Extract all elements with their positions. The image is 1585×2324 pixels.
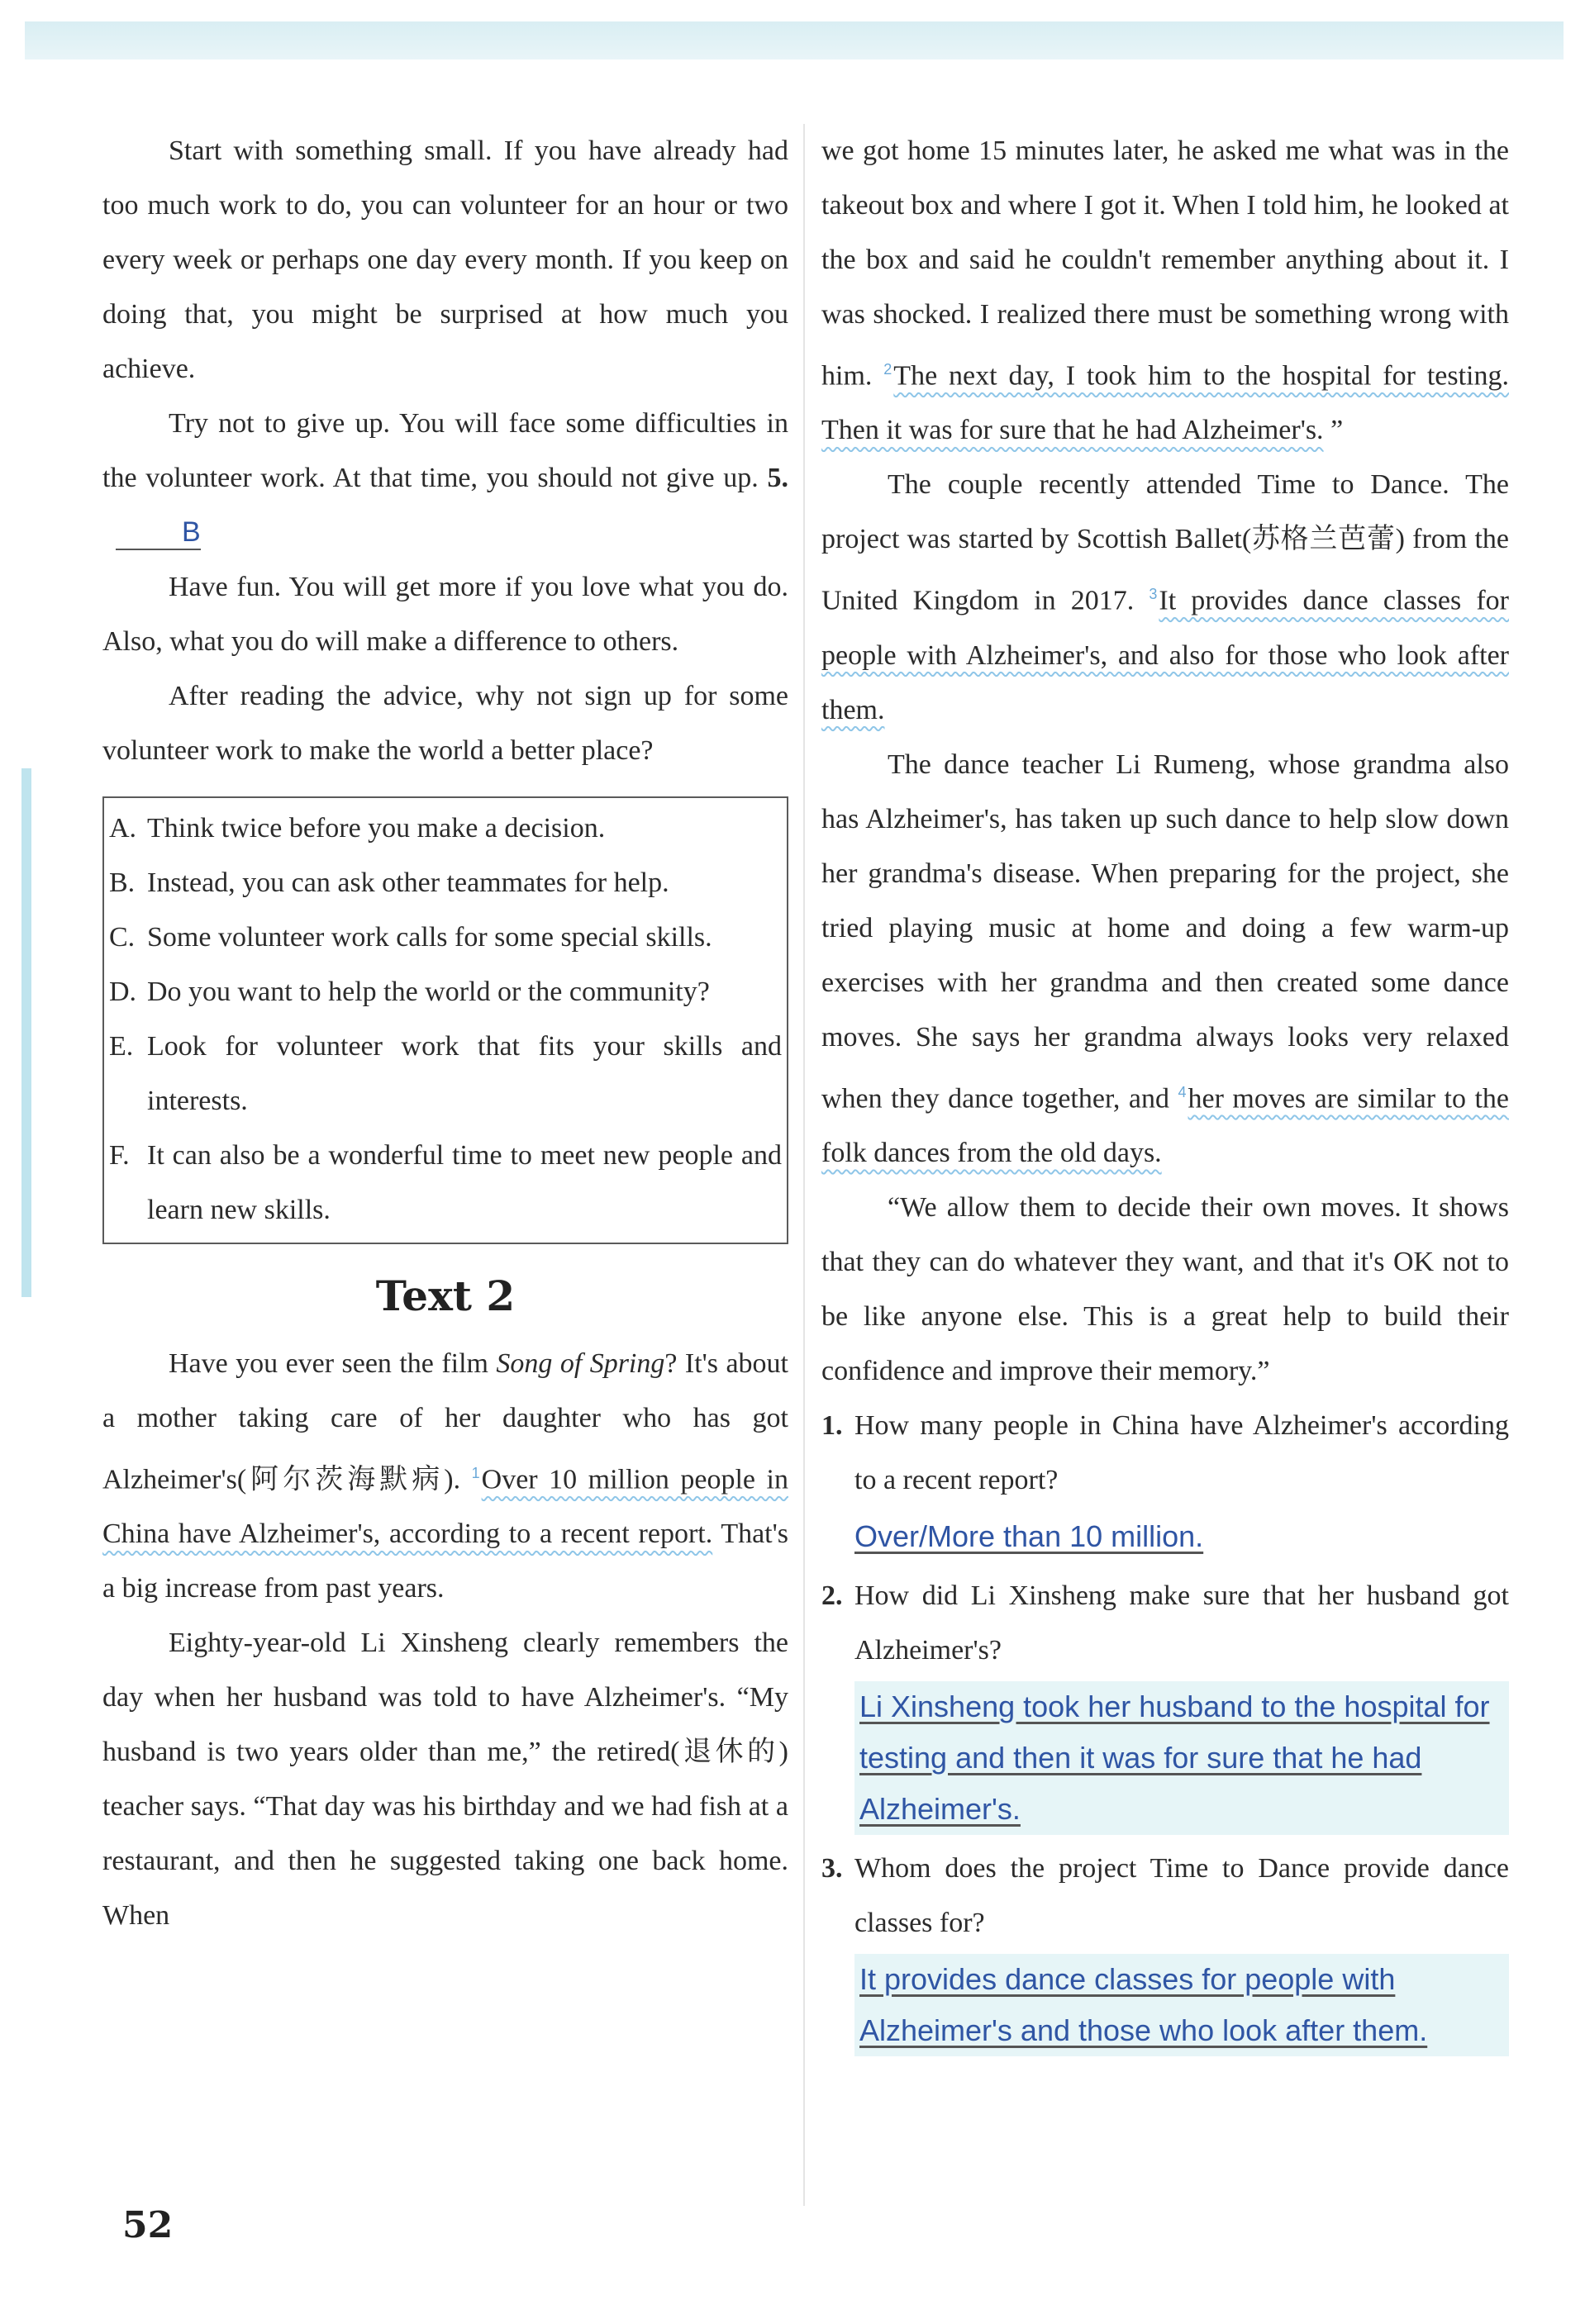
answer-3: It provides dance classes for people with Alzheimer's and those who look after them. — [854, 1954, 1509, 2056]
left-column — [102, 124, 788, 1943]
paragraph-sign-up: After reading the advice, why not sign up for some volunteer work to make the world a better place? — [102, 681, 788, 766]
paragraph-li-xinsheng: Eighty-year-old Li Xinsheng clearly remembers the day when her husband was told to have Alzheimer's. “My husband is two years older than me,” the retired(退休的) teacher says. “That day was his birthday and we had fish at a restaurant, and then he suggested taking one back home. When — [102, 1628, 788, 1932]
paragraph-start-small: Start with something small. If you have already had too much work to do, you can volunteer for an hour or two every week or perhaps one day every month. If you keep on doing that, you might be surprised at how much you achieve. — [102, 135, 788, 384]
section-heading-text-2: Text 2 — [375, 1271, 516, 1320]
marker-4: 4 — [1178, 1083, 1187, 1100]
options-box — [102, 796, 788, 1244]
right-column — [821, 124, 1509, 2063]
paragraph-give-up: Try not to give up. You will face some difficulties in the volunteer work. At that time, you should not give up. 5.B — [102, 397, 788, 560]
option-c: C. Some volunteer work calls for some special skills. — [109, 922, 712, 953]
paragraph-li-rumeng: The dance teacher Li Rumeng, whose grandma also has Alzheimer's, has taken up such dance to help slow down her grandma's disease. When preparing for the project, she tried playing music at home and doing a few warm-up exercises with her grandma and then created some dance moves. She says her grandma always looks very relaxed when they dance together, and $^4$her moves are similar to the folk dances from the old days. — [821, 749, 1509, 1168]
marker-2: 2 — [883, 361, 892, 378]
page-number: 52 — [122, 2204, 174, 2246]
film-title: Song of Spring — [496, 1348, 665, 1379]
answer-2: Li Xinsheng took her husband to the hospital for testing and then it was for sure that he had Alzheimer's. — [854, 1681, 1509, 1835]
marker-3: 3 — [1149, 586, 1158, 603]
header-band — [25, 21, 1564, 59]
paragraph-time-to-dance: The couple recently attended Time to Dance. The project was started by Scottish Ballet(苏格兰芭蕾) from the United Kingdom in 2017. $^3$It provides dance classes for people with Alzheimer's, and also for those who look after them. — [821, 469, 1509, 725]
paragraph-have-fun: Have fun. You will get more if you love what you do. Also, what you do will make a difference to others. — [102, 572, 788, 657]
answer-1: Over/More than 10 million. — [854, 1518, 1204, 1553]
underlined-sentence-3: It provides dance classes for people with Alzheimer's, and also for those who look after them. — [821, 585, 1509, 725]
blank-number: 5. — [767, 463, 789, 493]
option-e: E. Look for volunteer work that fits your skills and interests. — [109, 1031, 782, 1116]
underlined-sentence-2: The next day, I took him to the hospital for testing. Then it was for sure that he had Alzheimer's. — [821, 360, 1509, 446]
side-color-band — [21, 768, 31, 1297]
option-d: D. Do you want to help the world or the community? — [109, 977, 710, 1007]
question-2: 2. How did Li Xinsheng make sure that her husband got Alzheimer's? — [821, 1580, 1509, 1666]
marker-1: 1 — [471, 1465, 480, 1481]
paragraph-quote: “We allow them to decide their own moves. It shows that they can do whatever they want, and that it's OK not to be like anyone else. This is a great help to build their confidence and improve their memory.” — [821, 1191, 1509, 1386]
answer-blank-5: B — [116, 516, 201, 550]
column-divider — [803, 124, 805, 2206]
paragraph-song-of-spring: Have you ever seen the film Song of Spring? It's about a mother taking care of her daughter who has got Alzheimer's(阿尔茨海默病). $^1$Over 10 million people in China have Alzheimer's, according to a recent report. That's a big increase from past years. — [102, 1348, 788, 1604]
underlined-sentence-1: Over 10 million people in China have Alzheimer's, according to a recent report. — [102, 1464, 788, 1550]
question-1: 1. How many people in China have Alzheimer's according to a recent report? — [821, 1409, 1509, 1495]
question-3: 3. Whom does the project Time to Dance provide dance classes for? — [821, 1852, 1509, 1938]
paragraph-continued: we got home 15 minutes later, he asked me what was in the takeout box and where I got it. When I told him, he looked at the box and said he couldn't remember anything about it. I was shocked. I realized there must be something wrong with him. $^2$The next day, I took him to the hospital for testing. Then it was for sure that he had Alzheimer's. ” — [821, 135, 1509, 446]
underlined-sentence-4: her moves are similar to the folk dances from the old days. — [821, 1082, 1509, 1168]
option-b: B. Instead, you can ask other teammates for help. — [109, 867, 669, 898]
option-a: A. Think twice before you make a decision. — [109, 813, 606, 844]
option-f: F. It can also be a wonderful time to meet new people and learn new skills. — [109, 1140, 782, 1225]
